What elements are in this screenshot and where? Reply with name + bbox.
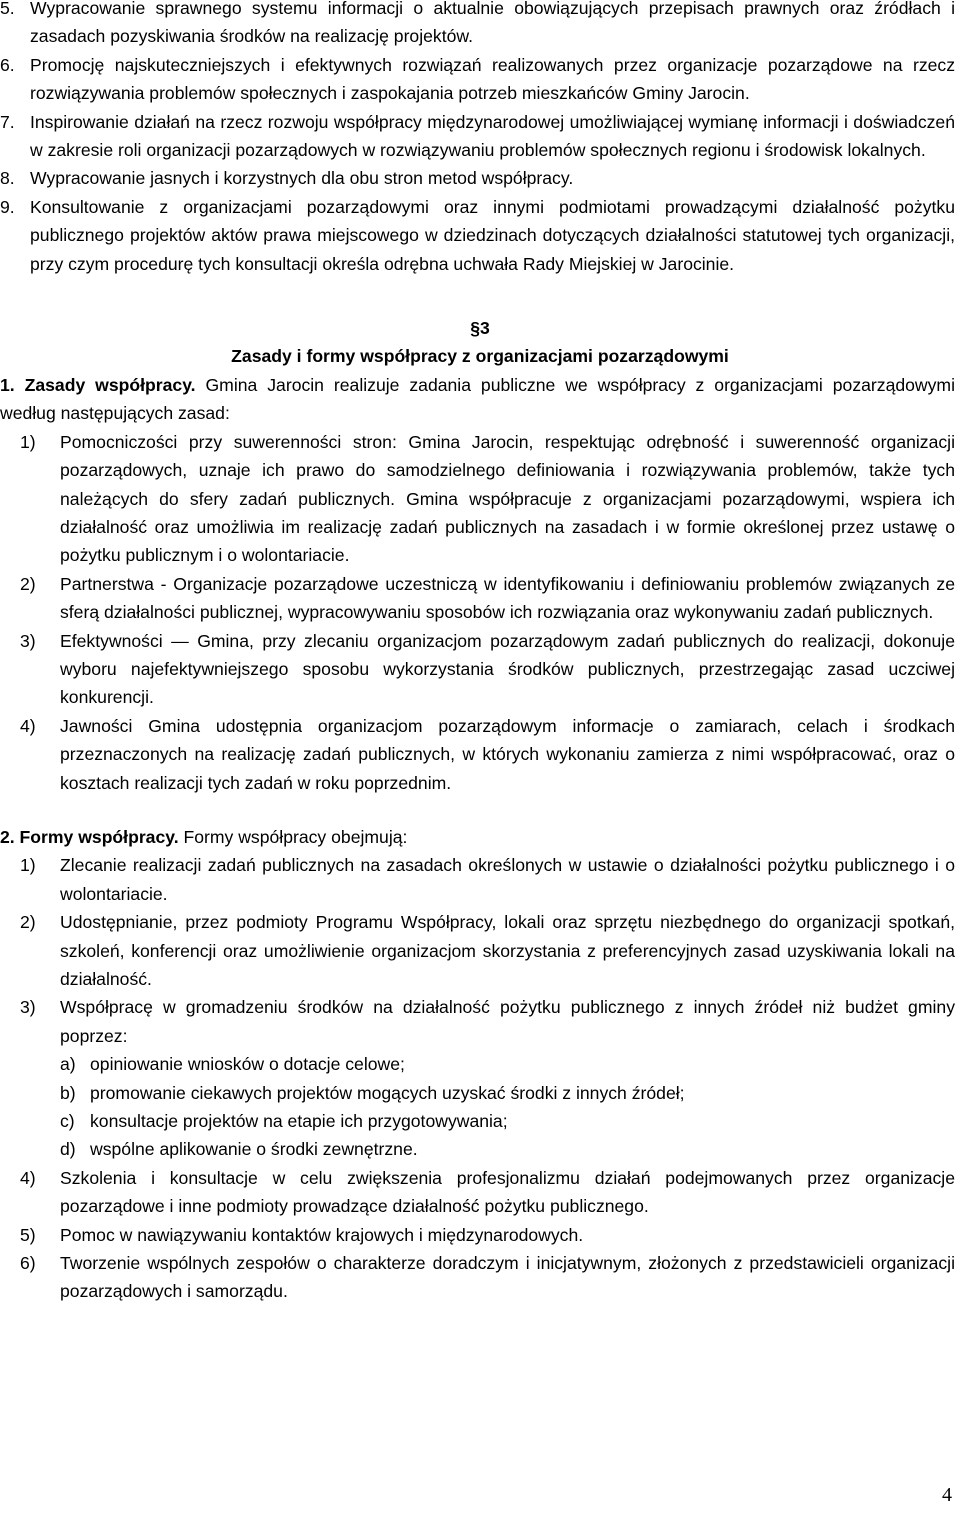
- zasady-intro: [0, 371, 955, 428]
- section-symbol: §3: [470, 318, 490, 339]
- list-item: [0, 164, 955, 192]
- list-item: [0, 428, 955, 570]
- zasady-heading: 1. Zasady współpracy.: [0, 374, 196, 395]
- formy-intro: [0, 823, 955, 851]
- sub-item-text: konsultacje projektów na etapie ich przygotowywania;: [90, 1111, 508, 1132]
- formy-lead-text: Formy współpracy obejmują:: [178, 826, 408, 847]
- item-number: 5): [20, 1224, 36, 1245]
- item-text: Pomocniczości przy suwerenności stron: Gmina Jarocin, respektując odrębność i suwerenność organizacji pozarządowych, uznaje ich prawo do samodzielnego definiowania i rozwiązywania problemów, także tych należących do sfery zadań publicznych. Gmina współpracuje z organizacjami pozarządowymi, wspiera ich działalność oraz umożliwia im realizację zadań publicznych na zasadach i w formie określonej przez ustawę o pożytku publicznym i o wolontariacie.: [60, 431, 955, 566]
- list-item: [0, 627, 955, 712]
- list-item: [0, 108, 955, 165]
- list-item: [0, 570, 955, 627]
- item-number: 3): [20, 630, 36, 651]
- list-item: [0, 851, 955, 908]
- item-text: Wypracowanie sprawnego systemu informacji o aktualnie obowiązujących przepisach prawnych oraz źródłach i zasadach pozyskiwania środków na realizację projektów.: [30, 0, 955, 47]
- item-number: 6.: [0, 54, 15, 75]
- item-text: Pomoc w nawiązywaniu kontaktów krajowych i międzynarodowych.: [60, 1224, 584, 1245]
- sub-item-text: wspólne aplikowanie o środki zewnętrzne.: [90, 1139, 418, 1160]
- item-number: 3): [20, 997, 36, 1018]
- section-title: Zasady i formy współpracy z organizacjami pozarządowymi: [231, 346, 729, 367]
- item-number: 4): [20, 1167, 36, 1188]
- item-text: Szkolenia i konsultacje w celu zwiększenia profesjonalizmu działań podejmowanych przez organizacje pozarządowe i inne podmioty prowadzące działalność pożytku publicznego.: [60, 1167, 955, 1217]
- sub-item-letter: a): [60, 1054, 76, 1075]
- sub-item-letter: d): [60, 1139, 76, 1160]
- item-text: Zlecanie realizacji zadań publicznych na zasadach określonych w ustawie o działalności pożytku publicznego i o wolontariacie.: [60, 855, 955, 904]
- item-number: 7.: [0, 111, 15, 132]
- page-number: 4: [942, 1483, 952, 1506]
- list-item: [0, 993, 955, 1050]
- item-text: Konsultowanie z organizacjami pozarządowymi oraz innymi podmiotami prowadzącymi działalność pożytku publicznego projektów aktów prawa miejscowego w dziedzinach dotyczących działalności statutowej tych organizacji, przy czym procedurę tych konsultacji określa odrębna uchwała Rady Miejskiej w Jarocinie.: [30, 196, 955, 274]
- item-number: 5.: [0, 0, 15, 18]
- list-item: [0, 1221, 955, 1249]
- item-number: 9.: [0, 196, 15, 217]
- sub-list-item: [0, 1050, 955, 1078]
- sub-item-letter: c): [60, 1111, 75, 1132]
- item-number: 2): [20, 912, 36, 933]
- list-item: [0, 1164, 955, 1221]
- item-number: 1): [20, 431, 36, 452]
- list-item: [0, 51, 955, 108]
- item-number: 1): [20, 855, 36, 876]
- formy-heading: 2. Formy współpracy.: [0, 826, 179, 847]
- sub-item-text: opiniowanie wniosków o dotacje celowe;: [90, 1054, 405, 1075]
- item-text: Inspirowanie działań na rzecz rozwoju współpracy międzynarodowej umożliwiającej wymianę informacji i doświadczeń w zakresie roli organizacji pozarządowych w rozwiązywaniu problemów społecznych regionu i środowisk lokalnych.: [30, 111, 955, 161]
- item-number: 8.: [0, 168, 15, 189]
- item-number: 2): [20, 573, 36, 594]
- item-number: 6): [20, 1253, 36, 1274]
- list-item: [0, 1249, 955, 1306]
- sub-item-letter: b): [60, 1082, 76, 1103]
- item-text: Jawności Gmina udostępnia organizacjom pozarządowym informacje o zamiarach, celach i środkach przeznaczonych na realizację zadań publicznych, w których wykonaniu zamierza z nimi współpracować, oraz o kosztach realizacji tych zadań w roku poprzednim.: [60, 715, 955, 793]
- top-numbered-list: [0, 0, 955, 278]
- item-text: Efektywności — Gmina, przy zlecaniu organizacjom pozarządowym zadań publicznych do realizacji, dokonuje wyboru najefektywniejszego sposobu wykorzystania środków publicznych, przestrzegając zasad uczciwej konkurencji.: [60, 630, 955, 708]
- item-text: Udostępnianie, przez podmioty Programu Współpracy, lokali oraz sprzętu niezbędnego do organizacji spotkań, szkoleń, konferencji oraz umożliwienie organizacjom skorzystania z preferencyjnych zasad uzyskiwania lokali na działalność.: [60, 912, 955, 989]
- list-item: [0, 908, 955, 993]
- item-number: 4): [20, 715, 36, 736]
- sub-list-item: [0, 1079, 955, 1107]
- list-item: [0, 193, 955, 278]
- item-text: Promocję najskuteczniejszych i efektywnych rozwiązań realizowanych przez organizacje pozarządowe na rzecz rozwiązywania problemów społecznych i zaspokajania potrzeb mieszkańców Gminy Jarocin.: [30, 54, 955, 104]
- item-text: Wypracowanie jasnych i korzystnych dla obu stron metod współpracy.: [30, 168, 574, 189]
- item-text: Tworzenie wspólnych zespołów o charakterze doradczym i inicjatywnym, złożonych z przedstawicieli organizacji pozarządowych i samorządu.: [60, 1253, 955, 1302]
- sub-list-item: [0, 1107, 955, 1135]
- sub-item-text: promowanie ciekawych projektów mogących uzyskać środki z innych źródeł;: [90, 1082, 685, 1103]
- item-text: Partnerstwa - Organizacje pozarządowe uczestniczą w identyfikowaniu i definiowaniu problemów związanych ze sferą działalności publicznej, wypracowywaniu sposobów ich rozwiązania oraz wykonywaniu zadań publicznych.: [60, 573, 955, 623]
- zasady-lead-text: Gmina Jarocin realizuje zadania publiczne we współpracy z organizacjami pozarządowymi według następujących zasad:: [0, 374, 955, 424]
- list-item: [0, 0, 955, 51]
- sub-list-item: [0, 1135, 955, 1163]
- item-text: Współpracę w gromadzeniu środków na działalność pożytku publicznego z innych źródeł niż budżet gminy poprzez:: [60, 997, 955, 1046]
- list-item: [0, 712, 955, 797]
